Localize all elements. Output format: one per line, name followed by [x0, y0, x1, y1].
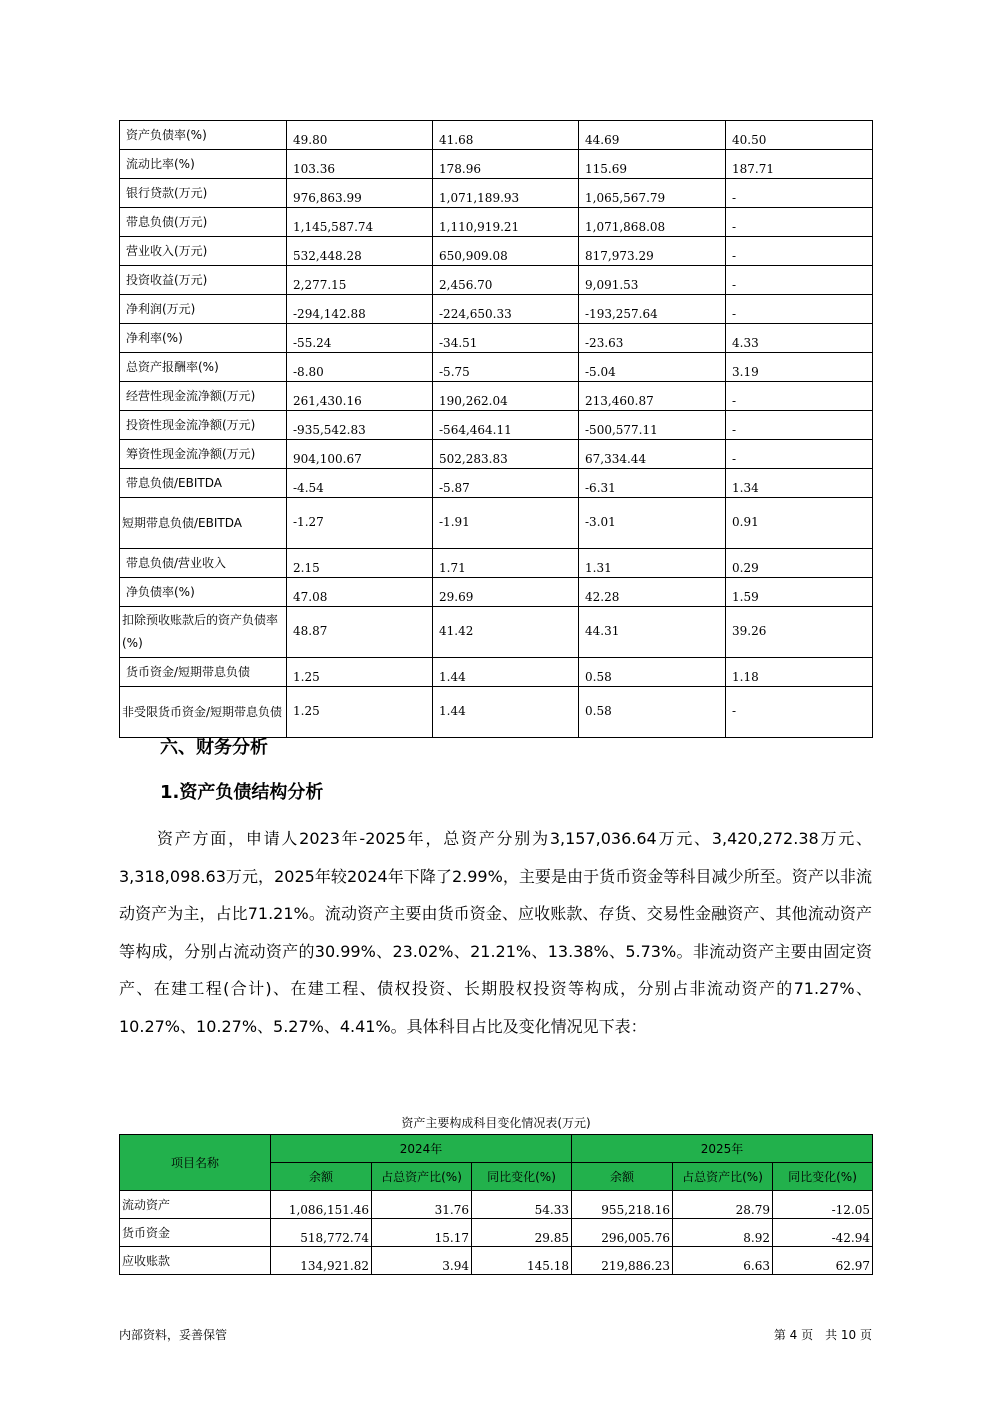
metric-value: -224,650.33 [433, 295, 579, 324]
metric-label: 投资性现金流净额(万元) [120, 411, 287, 440]
metric-value: 1.34 [726, 469, 873, 498]
asset-item-name: 货币资金 [120, 1219, 271, 1247]
asset-composition-table [119, 1134, 873, 1275]
metric-value: 976,863.99 [287, 179, 433, 208]
asset-value: 28.79 [673, 1191, 773, 1219]
metric-value: 650,909.08 [433, 237, 579, 266]
metric-value: 213,460.87 [579, 382, 726, 411]
metric-label: 净利润(万元) [120, 295, 287, 324]
metric-value: - [726, 208, 873, 237]
metric-value: - [726, 382, 873, 411]
asset-composition-body [120, 1191, 873, 1275]
metric-value: -34.51 [433, 324, 579, 353]
metric-value: 817,973.29 [579, 237, 726, 266]
metric-value: 1,065,567.79 [579, 179, 726, 208]
metric-value: 0.58 [579, 658, 726, 687]
metric-label: 资产负债率(%) [120, 121, 287, 150]
asset-value: 29.85 [472, 1219, 572, 1247]
asset-value: 62.97 [773, 1247, 873, 1275]
asset-item-name: 应收账款 [120, 1247, 271, 1275]
metric-value: -3.01 [579, 498, 726, 549]
asset-value: 54.33 [472, 1191, 572, 1219]
metric-value: 1,071,868.08 [579, 208, 726, 237]
asset-value: 955,218.16 [572, 1191, 673, 1219]
table-row [120, 295, 873, 324]
table-row [120, 324, 873, 353]
table-row [120, 179, 873, 208]
table-row [120, 382, 873, 411]
metric-value: 190,262.04 [433, 382, 579, 411]
table-row [120, 208, 873, 237]
asset-value: 296,005.76 [572, 1219, 673, 1247]
metric-label: 带息负债(万元) [120, 208, 287, 237]
metric-value: - [726, 179, 873, 208]
metric-value: - [726, 237, 873, 266]
metric-value: -294,142.88 [287, 295, 433, 324]
asset-value: 1,086,151.46 [271, 1191, 372, 1219]
metric-value: 9,091.53 [579, 266, 726, 295]
metric-value: 48.87 [287, 607, 433, 658]
metric-value: 904,100.67 [287, 440, 433, 469]
metric-value: 3.19 [726, 353, 873, 382]
metric-label: 流动比率(%) [120, 150, 287, 179]
metric-value: 0.29 [726, 549, 873, 578]
table-row [120, 658, 873, 687]
header-year-2025: 2025年 [572, 1135, 873, 1163]
table-row [120, 687, 873, 738]
metric-value: 0.91 [726, 498, 873, 549]
metric-value: 1,110,919.21 [433, 208, 579, 237]
metric-value: - [726, 440, 873, 469]
table-row [120, 237, 873, 266]
metric-value: 2,277.15 [287, 266, 433, 295]
table-row [120, 578, 873, 607]
financial-metrics-table [119, 120, 873, 738]
table-row [120, 1247, 873, 1275]
metric-value: 4.33 [726, 324, 873, 353]
metric-value: -564,464.11 [433, 411, 579, 440]
metric-value: 178.96 [433, 150, 579, 179]
metric-value: 41.42 [433, 607, 579, 658]
table-row [120, 266, 873, 295]
metric-label: 经营性现金流净额(万元) [120, 382, 287, 411]
financial-metrics-body [120, 121, 873, 738]
asset-value: 6.63 [673, 1247, 773, 1275]
footer-confidential: 内部资料，妥善保管 [119, 1328, 228, 1342]
metric-value: -5.04 [579, 353, 726, 382]
asset-value: -12.05 [773, 1191, 873, 1219]
metric-value: 1.25 [287, 687, 433, 738]
metric-value: 67,334.44 [579, 440, 726, 469]
metric-value: -6.31 [579, 469, 726, 498]
metric-value: 42.28 [579, 578, 726, 607]
asset-value: 3.94 [372, 1247, 472, 1275]
asset-value: 31.76 [372, 1191, 472, 1219]
metric-label: 净利率(%) [120, 324, 287, 353]
header-item-name: 项目名称 [120, 1135, 271, 1191]
table-row [120, 1191, 873, 1219]
metric-value: 532,448.28 [287, 237, 433, 266]
metric-value: 502,283.83 [433, 440, 579, 469]
metric-label: 带息负债/营业收入 [120, 549, 287, 578]
subsection-title: 1.资产负债结构分析 [160, 782, 324, 803]
table-row [120, 411, 873, 440]
metric-value: 44.31 [579, 607, 726, 658]
metric-value: -1.91 [433, 498, 579, 549]
metric-value: 1.59 [726, 578, 873, 607]
footer-page-number: 第 4 页 共 10 页 [773, 1328, 872, 1342]
metric-value: 1.71 [433, 549, 579, 578]
header-change: 同比变化(%) [472, 1163, 572, 1191]
header-change: 同比变化(%) [773, 1163, 873, 1191]
metric-value: -500,577.11 [579, 411, 726, 440]
metric-value: - [726, 266, 873, 295]
metric-value: -5.75 [433, 353, 579, 382]
metric-label: 扣除预收账款后的资产负债率(%) [120, 607, 287, 658]
metric-value: 2.15 [287, 549, 433, 578]
metric-value: - [726, 295, 873, 324]
metric-label: 短期带息负债/EBITDA [120, 498, 287, 549]
metric-label: 带息负债/EBITDA [120, 469, 287, 498]
metric-value: 1.31 [579, 549, 726, 578]
header-balance: 余额 [572, 1163, 673, 1191]
metric-label: 非受限货币资金/短期带息负债 [120, 687, 287, 738]
asset-value: 8.92 [673, 1219, 773, 1247]
metric-value: -4.54 [287, 469, 433, 498]
analysis-paragraph: 资产方面，申请人2023年-2025年，总资产分别为3,157,036.64万元、3,420,272.38万元、3,318,098.63万元，2025年较2024年下降了2.99%，主要是由于货币资金等科目减少所至。资产以非流动资产为主，占比71.21%。流动资产主要由货币资金、应收账款、存货、交易性金融资产、其他流动资产等构成，分别占流动资产的30.99%、23.02%、21.21%、13.38%、5.73%。非流动资产主要由固定资产、在建工程(合计)、在建工程、债权投资、长期股权投资等构成，分别占非流动资产的71.27%、10.27%、10.27%、5.27%、4.41%。具体科目占比及变化情况见下表： [119, 829, 872, 1036]
metric-value: -55.24 [287, 324, 433, 353]
metric-value: 103.36 [287, 150, 433, 179]
header-share: 占总资产比(%) [372, 1163, 472, 1191]
metric-value: 1.18 [726, 658, 873, 687]
metric-value: 1.44 [433, 687, 579, 738]
metric-label: 投资收益(万元) [120, 266, 287, 295]
table-row [120, 440, 873, 469]
header-share: 占总资产比(%) [673, 1163, 773, 1191]
table-row [120, 121, 873, 150]
table-row [120, 498, 873, 549]
metric-value: 1.44 [433, 658, 579, 687]
table-row [120, 353, 873, 382]
metric-value: 41.68 [433, 121, 579, 150]
metric-value: 1.25 [287, 658, 433, 687]
metric-value: 187.71 [726, 150, 873, 179]
metric-value: 40.50 [726, 121, 873, 150]
metric-value: 1,071,189.93 [433, 179, 579, 208]
metric-value: 39.26 [726, 607, 873, 658]
metric-value: -935,542.83 [287, 411, 433, 440]
metric-value: 44.69 [579, 121, 726, 150]
section-title: 六、财务分析 [160, 737, 268, 758]
metric-value: - [726, 411, 873, 440]
header-year-2024: 2024年 [271, 1135, 572, 1163]
metric-value: -8.80 [287, 353, 433, 382]
metric-value: 115.69 [579, 150, 726, 179]
table-row [120, 150, 873, 179]
asset-value: 134,921.82 [271, 1247, 372, 1275]
asset-item-name: 流动资产 [120, 1191, 271, 1219]
metric-label: 银行贷款(万元) [120, 179, 287, 208]
metric-label: 总资产报酬率(%) [120, 353, 287, 382]
metric-value: -1.27 [287, 498, 433, 549]
header-balance: 余额 [271, 1163, 372, 1191]
asset-table-caption: 资产主要构成科目变化情况表(万元) [401, 1116, 591, 1130]
table-row [120, 549, 873, 578]
metric-value: 1,145,587.74 [287, 208, 433, 237]
metric-label: 筹资性现金流净额(万元) [120, 440, 287, 469]
metric-value: 29.69 [433, 578, 579, 607]
metric-value: 2,456.70 [433, 266, 579, 295]
metric-value: 0.58 [579, 687, 726, 738]
metric-value: - [726, 687, 873, 738]
asset-value: 518,772.74 [271, 1219, 372, 1247]
metric-label: 货币资金/短期带息负债 [120, 658, 287, 687]
asset-value: 219,886.23 [572, 1247, 673, 1275]
asset-value: 15.17 [372, 1219, 472, 1247]
table-row [120, 1219, 873, 1247]
metric-label: 净负债率(%) [120, 578, 287, 607]
metric-value: -193,257.64 [579, 295, 726, 324]
metric-value: 261,430.16 [287, 382, 433, 411]
asset-value: -42.94 [773, 1219, 873, 1247]
table-row [120, 607, 873, 658]
metric-value: 49.80 [287, 121, 433, 150]
asset-value: 145.18 [472, 1247, 572, 1275]
metric-value: -23.63 [579, 324, 726, 353]
metric-value: -5.87 [433, 469, 579, 498]
metric-label: 营业收入(万元) [120, 237, 287, 266]
metric-value: 47.08 [287, 578, 433, 607]
table-row [120, 469, 873, 498]
